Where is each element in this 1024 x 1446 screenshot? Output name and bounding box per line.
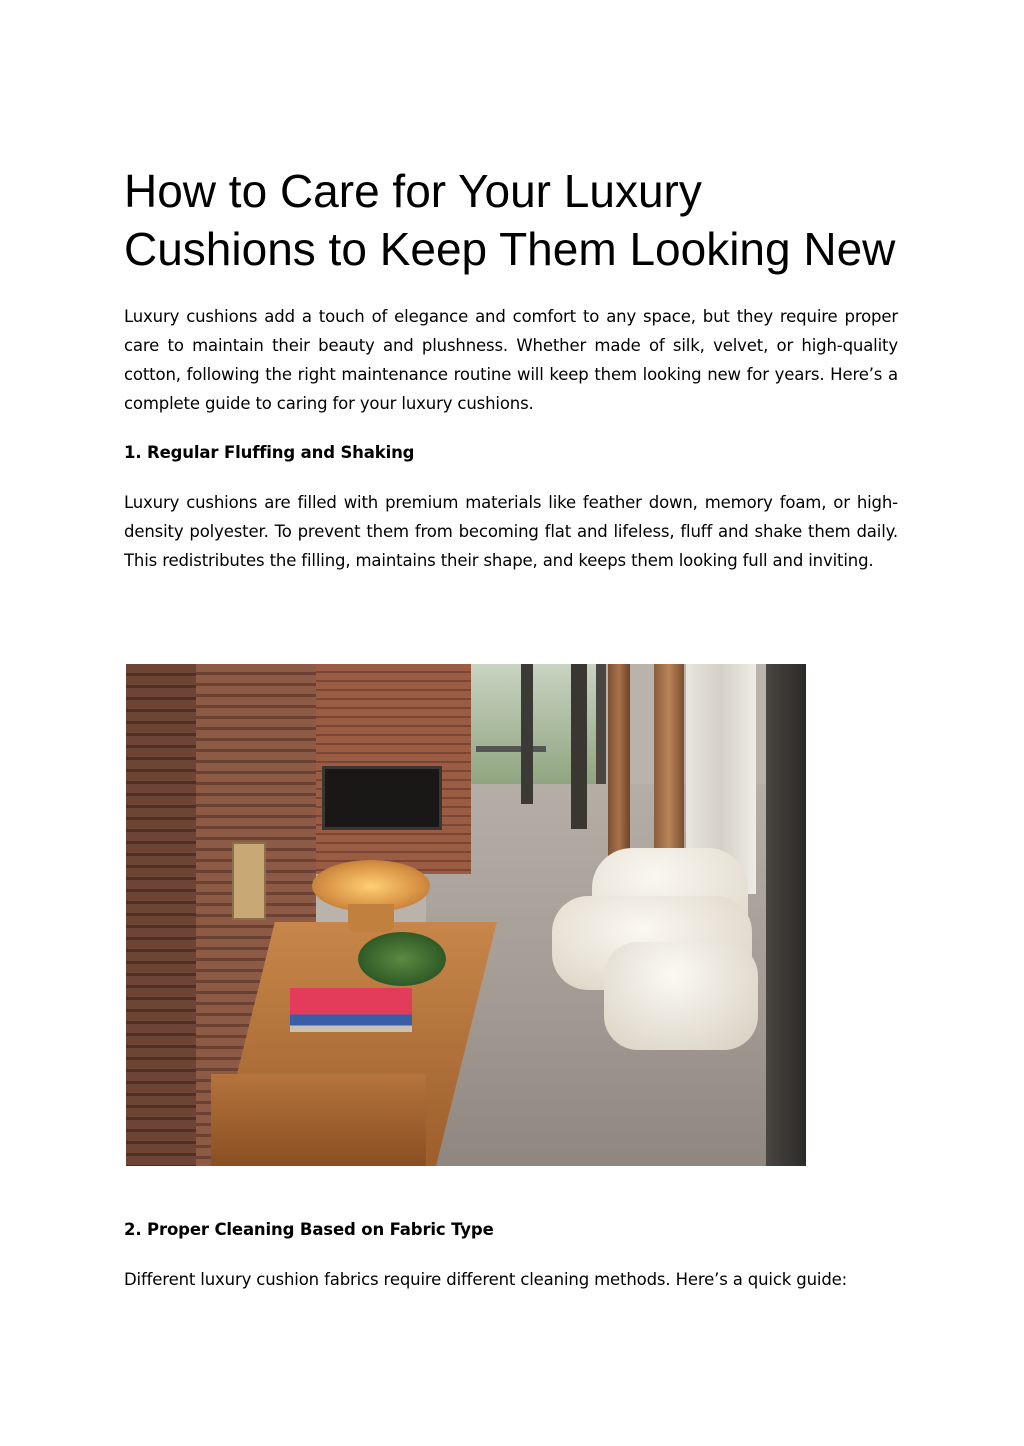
photo-window-frame <box>571 664 587 829</box>
photo-plant <box>358 932 446 986</box>
section-paragraph-cleaning: Different luxury cushion fabrics require different cleaning methods. Here’s a quick guide: <box>124 1270 848 1289</box>
intro-paragraph: Luxury cushions add a touch of elegance and comfort to any space, but they require proper care to maintain their beauty and plushness. Whether made of silk, velvet, or high-quality cotton, following the right maintenance routine will keep them looking new for years. Here’s a complete guide to caring for your luxury cushions. <box>124 307 898 413</box>
photo-ottoman <box>604 942 758 1050</box>
photo-curtain <box>608 664 630 864</box>
photo-lamp-base <box>348 904 394 932</box>
section-heading-fluffing: 1. Regular Fluffing and Shaking <box>124 443 415 462</box>
living-room-photo <box>126 664 806 1166</box>
photo-sideboard <box>211 1074 426 1166</box>
photo-window-frame <box>521 664 533 804</box>
photo-wall-art <box>232 842 266 920</box>
photo-right-wall <box>766 664 806 1166</box>
photo-fireplace <box>322 766 442 830</box>
photo-outdoor-table <box>476 746 546 752</box>
photo-curtain <box>654 664 684 874</box>
section-heading-cleaning: 2. Proper Cleaning Based on Fabric Type <box>124 1220 494 1239</box>
page-title: How to Care for Your Luxury Cushions to Keep Them Looking New <box>124 165 896 275</box>
photo-book <box>290 988 412 1032</box>
section-paragraph-fluffing: Luxury cushions are filled with premium materials like feather down, memory foam, or high-density polyester. To prevent them from becoming flat and lifeless, fluff and shake them daily. This redistributes the filling, maintains their shape, and keeps them looking full and inviting. <box>124 493 898 570</box>
photo-brick-wall-left <box>126 664 196 1166</box>
photo-window-frame <box>596 664 606 784</box>
